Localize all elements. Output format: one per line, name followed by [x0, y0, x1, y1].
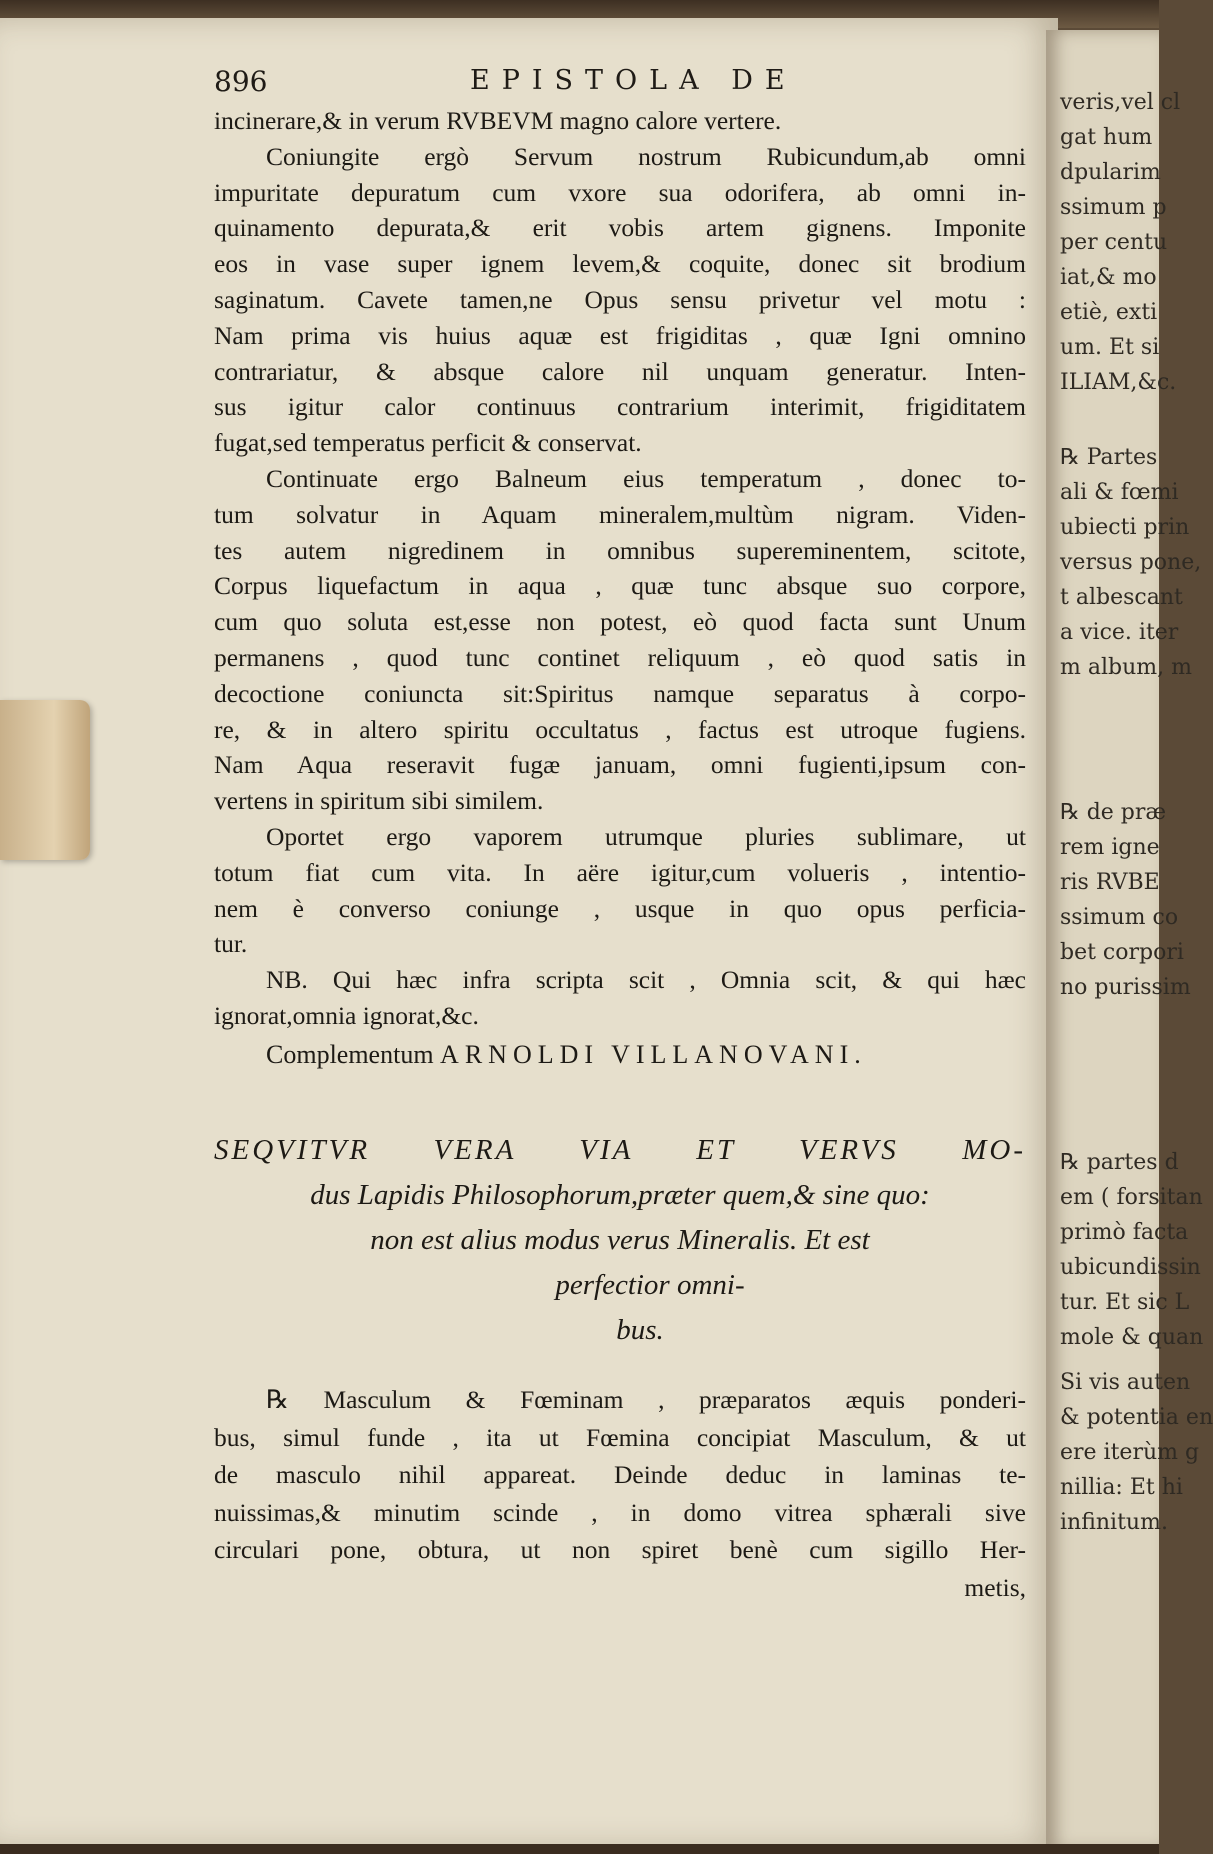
facing-page-fragment: etiè, exti — [1060, 300, 1158, 325]
recipe-line: circulari pone, obtura, ut non spiret benè cum sigillo Her- — [214, 1535, 1026, 1564]
facing-page-fragment: ere iterùm g — [1060, 1440, 1200, 1465]
text-line: Corpus liquefactum in aqua , quæ tunc absque suo corpore, — [214, 571, 1026, 601]
facing-page-fragment: iat,& mo — [1060, 265, 1157, 290]
facing-page-fragment: ssimum co — [1060, 905, 1179, 930]
recipe-line: bus, simul funde , ita ut Fœmina concipiat Masculum, & ut — [214, 1422, 1026, 1452]
facing-page-fragment: tur. Et sic L — [1060, 1290, 1190, 1315]
facing-page-fragment: mole & quan — [1060, 1325, 1204, 1350]
recipe-line: nuissimas,& minutim scinde , in domo vitrea sphærali sive — [214, 1497, 1026, 1527]
text-line: nem è converso coniunge , usque in quo opus perficia- — [214, 893, 1026, 923]
text-line: permanens , quod tunc continet reliquum , eò quod satis in — [214, 642, 1026, 672]
facing-page-fragment: bet corpori — [1060, 940, 1184, 965]
facing-page-edge — [1046, 30, 1213, 1850]
recipe-line: ℞ Masculum & Fœminam , præparatos æquis ponderi- — [266, 1385, 1026, 1414]
facing-page-fragment: ℞ partes d — [1060, 1150, 1179, 1175]
heading-line-1: SEQVITVR VERA VIA ET VERVS MO- — [214, 1134, 1026, 1166]
book-bottom-edge — [0, 1844, 1159, 1854]
text-line: impuritate depuratum cum vxore sua odorifera, ab omni in- — [214, 177, 1026, 207]
facing-page-fragment: rem igne — [1060, 835, 1160, 860]
facing-page-fragment: ℞ de præ — [1060, 800, 1167, 825]
text-line: decoctione coniuncta sit:Spiritus namque separatus à corpo- — [214, 678, 1026, 708]
recipe-line: de masculo nihil appareat. Deinde deduc in laminas te- — [214, 1460, 1026, 1489]
catchword: metis, — [964, 1572, 1026, 1602]
facing-page-fragment: em ( forsitan — [1060, 1185, 1203, 1210]
facing-page-fragment: ssimum p — [1060, 195, 1167, 220]
facing-page-fragment: per centu — [1060, 230, 1168, 255]
facing-page-fragment: a vice. iter — [1060, 620, 1179, 645]
facing-page-fragment: nillia: Et hi — [1060, 1475, 1183, 1500]
complementum-line — [266, 1040, 867, 1070]
facing-page-fragment: ℞ Partes — [1060, 445, 1158, 470]
running-title: EPISTOLA DE — [470, 65, 797, 96]
text-line: Nam Aqua reseravit fugæ januam, omni fugienti,ipsum con- — [214, 750, 1026, 780]
text-line: NB. Qui hæc infra scripta scit , Omnia scit, & qui hæc — [266, 965, 1026, 995]
facing-page-fragment: gat hum — [1060, 125, 1153, 150]
text-line: cum quo soluta est,esse non potest, eò quod facta sunt Unum — [214, 607, 1026, 637]
text-line: tes autem nigredinem in omnibus supereminentem, scitote, — [214, 535, 1026, 565]
facing-page-fragment: ubicundissin — [1060, 1255, 1201, 1280]
running-head — [214, 65, 1024, 101]
facing-page-fragment: Si vis auten — [1060, 1370, 1191, 1395]
text-line: totum fiat cum vita. In aëre igitur,cum volueris , intentio- — [214, 857, 1026, 887]
text-line: quinamento depurata,& erit vobis artem gignens. Imponite — [214, 213, 1026, 243]
heading-line-5: bus. — [616, 1314, 664, 1346]
text-line: fugat,sed temperatus perficit & conservat. — [214, 428, 642, 458]
text-line: Coniungite ergò Servum nostrum Rubicundum,ab omni — [266, 141, 1026, 171]
page-tab-marker — [0, 700, 90, 860]
complementum-prefix: Complementum — [266, 1040, 434, 1069]
text-line: tum solvatur in Aquam mineralem,multùm nigram. Viden- — [214, 499, 1026, 529]
facing-page-fragment: ris RVBE — [1060, 870, 1160, 895]
section-heading — [214, 1128, 1026, 1353]
facing-page-fragment: t albescant — [1060, 585, 1183, 610]
recipe-text-block — [214, 1381, 1026, 1606]
text-line: Nam prima vis huius aquæ est frigiditas , quæ Igni omnino — [214, 320, 1026, 350]
text-line: Continuate ergo Balneum eius temperatum , donec to- — [266, 463, 1026, 493]
facing-page-fragment: primò facta — [1060, 1220, 1189, 1245]
heading-line-3: non est alius modus verus Mineralis. Et est — [370, 1224, 870, 1256]
text-line: saginatum. Cavete tamen,ne Opus sensu privetur vel motu : — [214, 284, 1026, 314]
complementum-author: ARNOLDI VILLANOVANI. — [440, 1040, 867, 1069]
facing-page-fragment: um. Et si — [1060, 335, 1160, 360]
facing-page-fragment: ubiecti prin — [1060, 515, 1190, 540]
heading-line-4: perfectior omni- — [555, 1269, 745, 1301]
facing-page-fragment: no purissim — [1060, 975, 1191, 1000]
facing-page-fragment: ali & fœmi — [1060, 480, 1179, 505]
text-line: tur. — [214, 929, 248, 959]
facing-page-fragment: versus pone, — [1060, 550, 1202, 575]
main-text-block — [214, 103, 1026, 1034]
text-line: sus igitur calor continuus contrarium interimit, frigiditatem — [214, 392, 1026, 422]
facing-page-fragment: veris,vel cl — [1060, 90, 1181, 115]
text-line: Oportet ergo vaporem utrumque pluries sublimare, ut — [266, 821, 1026, 851]
heading-line-2: dus Lapidis Philosophorum,præter quem,& sine quo: — [310, 1179, 930, 1211]
text-line: contrariatur, & absque calore nil unquam generatur. Inten- — [214, 356, 1026, 386]
facing-page-fragment: dpularim — [1060, 160, 1161, 185]
text-line: ignorat,omnia ignorat,&c. — [214, 1000, 479, 1030]
text-line: eos in vase super ignem levem,& coquite, donec sit brodium — [214, 249, 1026, 279]
text-line: re, & in altero spiritu occultatus , factus est utroque fugiens. — [214, 714, 1026, 744]
facing-page-fragment: ILIAM,&c. — [1060, 370, 1177, 395]
text-line: vertens in spiritum sibi similem. — [214, 786, 544, 816]
page-number: 896 — [214, 65, 268, 98]
facing-page-fragment: infinitum. — [1060, 1510, 1168, 1535]
facing-page-fragment: & potentia en — [1060, 1405, 1213, 1430]
facing-page-fragment: m album, m — [1060, 655, 1192, 680]
text-line: incinerare,& in verum RVBEVM magno calore vertere. — [214, 106, 782, 135]
